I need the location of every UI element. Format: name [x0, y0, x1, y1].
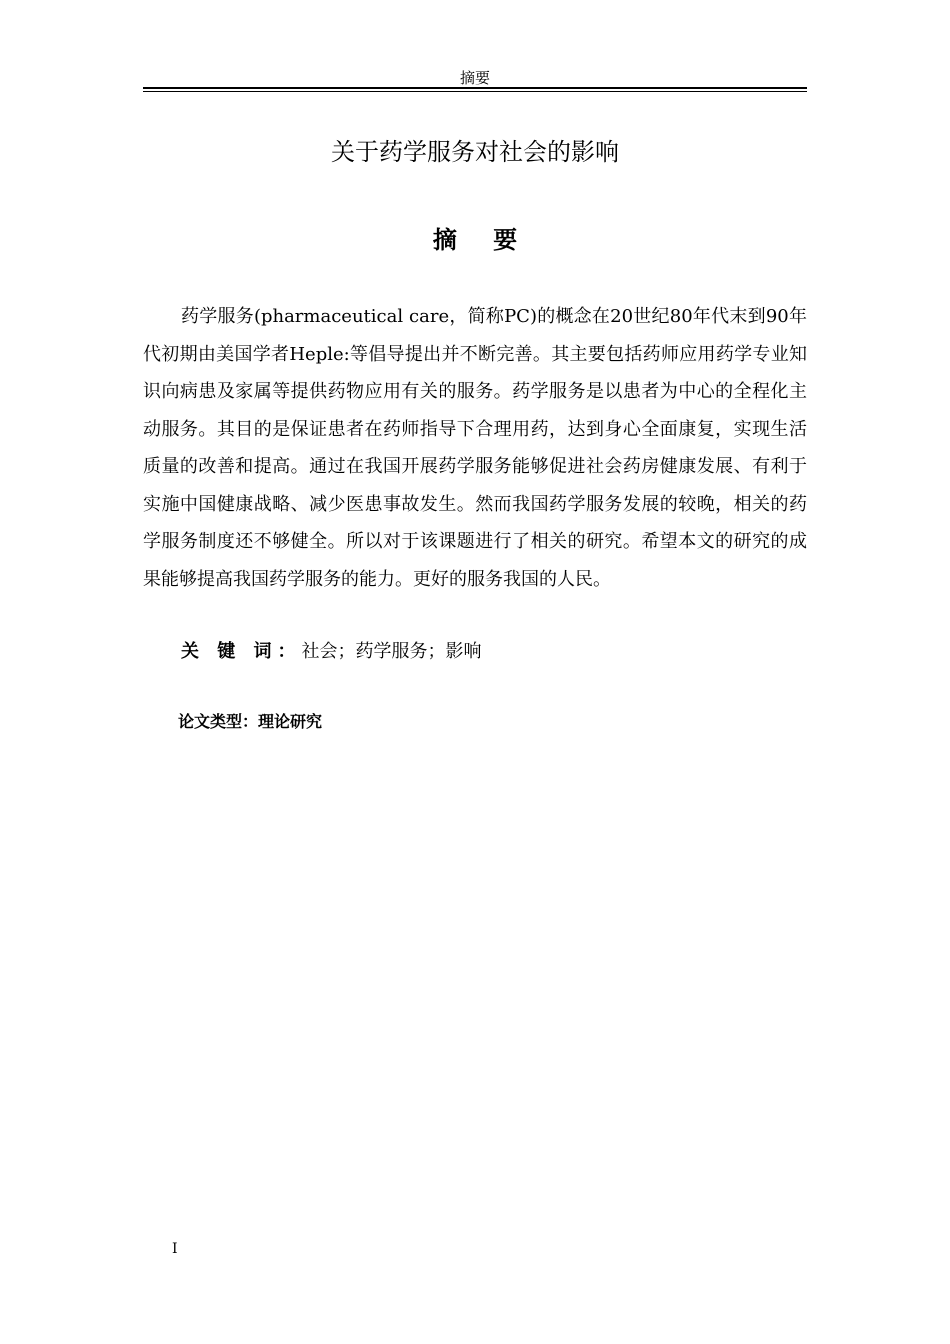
document-title: 关于药学服务对社会的影响 — [331, 138, 619, 166]
header-rule — [143, 87, 807, 89]
page-number: I — [172, 1241, 178, 1257]
abstract-heading: 摘 要 — [432, 225, 532, 254]
keywords-label: 关 键 词： — [181, 641, 302, 662]
keywords-value: 社会；药学服务；影响 — [301, 641, 482, 662]
abstract-body: 药学服务(pharmaceutical care，简称PC)的概念在20世纪80年代末到90年代初期由美国学者Heple:等倡导提出并不断完善。其主要包括药师应用药学专业知识向病患及家属等提供药物应用有关的服务。药学服务是以患者为中心的全程化主动服务。其目的是保证患者在药师指导下合理用药，达到身心全面康复，实现生活质量的改善和提高。通过在我国开展药学服务能够促进社会药房健康发展、有利于实施中国健康战略、减少医患事故发生。然而我国药学服务发展的较晚，相关的药学服务制度还不够健全。所以对于该课题进行了相关的研究。希望本文的研究的成果能够提高我国药学服务的能力。更好的服务我国的人民。 — [143, 306, 807, 590]
paper-type: 论文类型：理论研究 — [178, 712, 323, 731]
header-rule-thin — [143, 91, 807, 92]
keywords-line — [181, 633, 807, 670]
running-header: 摘要 — [459, 69, 490, 87]
